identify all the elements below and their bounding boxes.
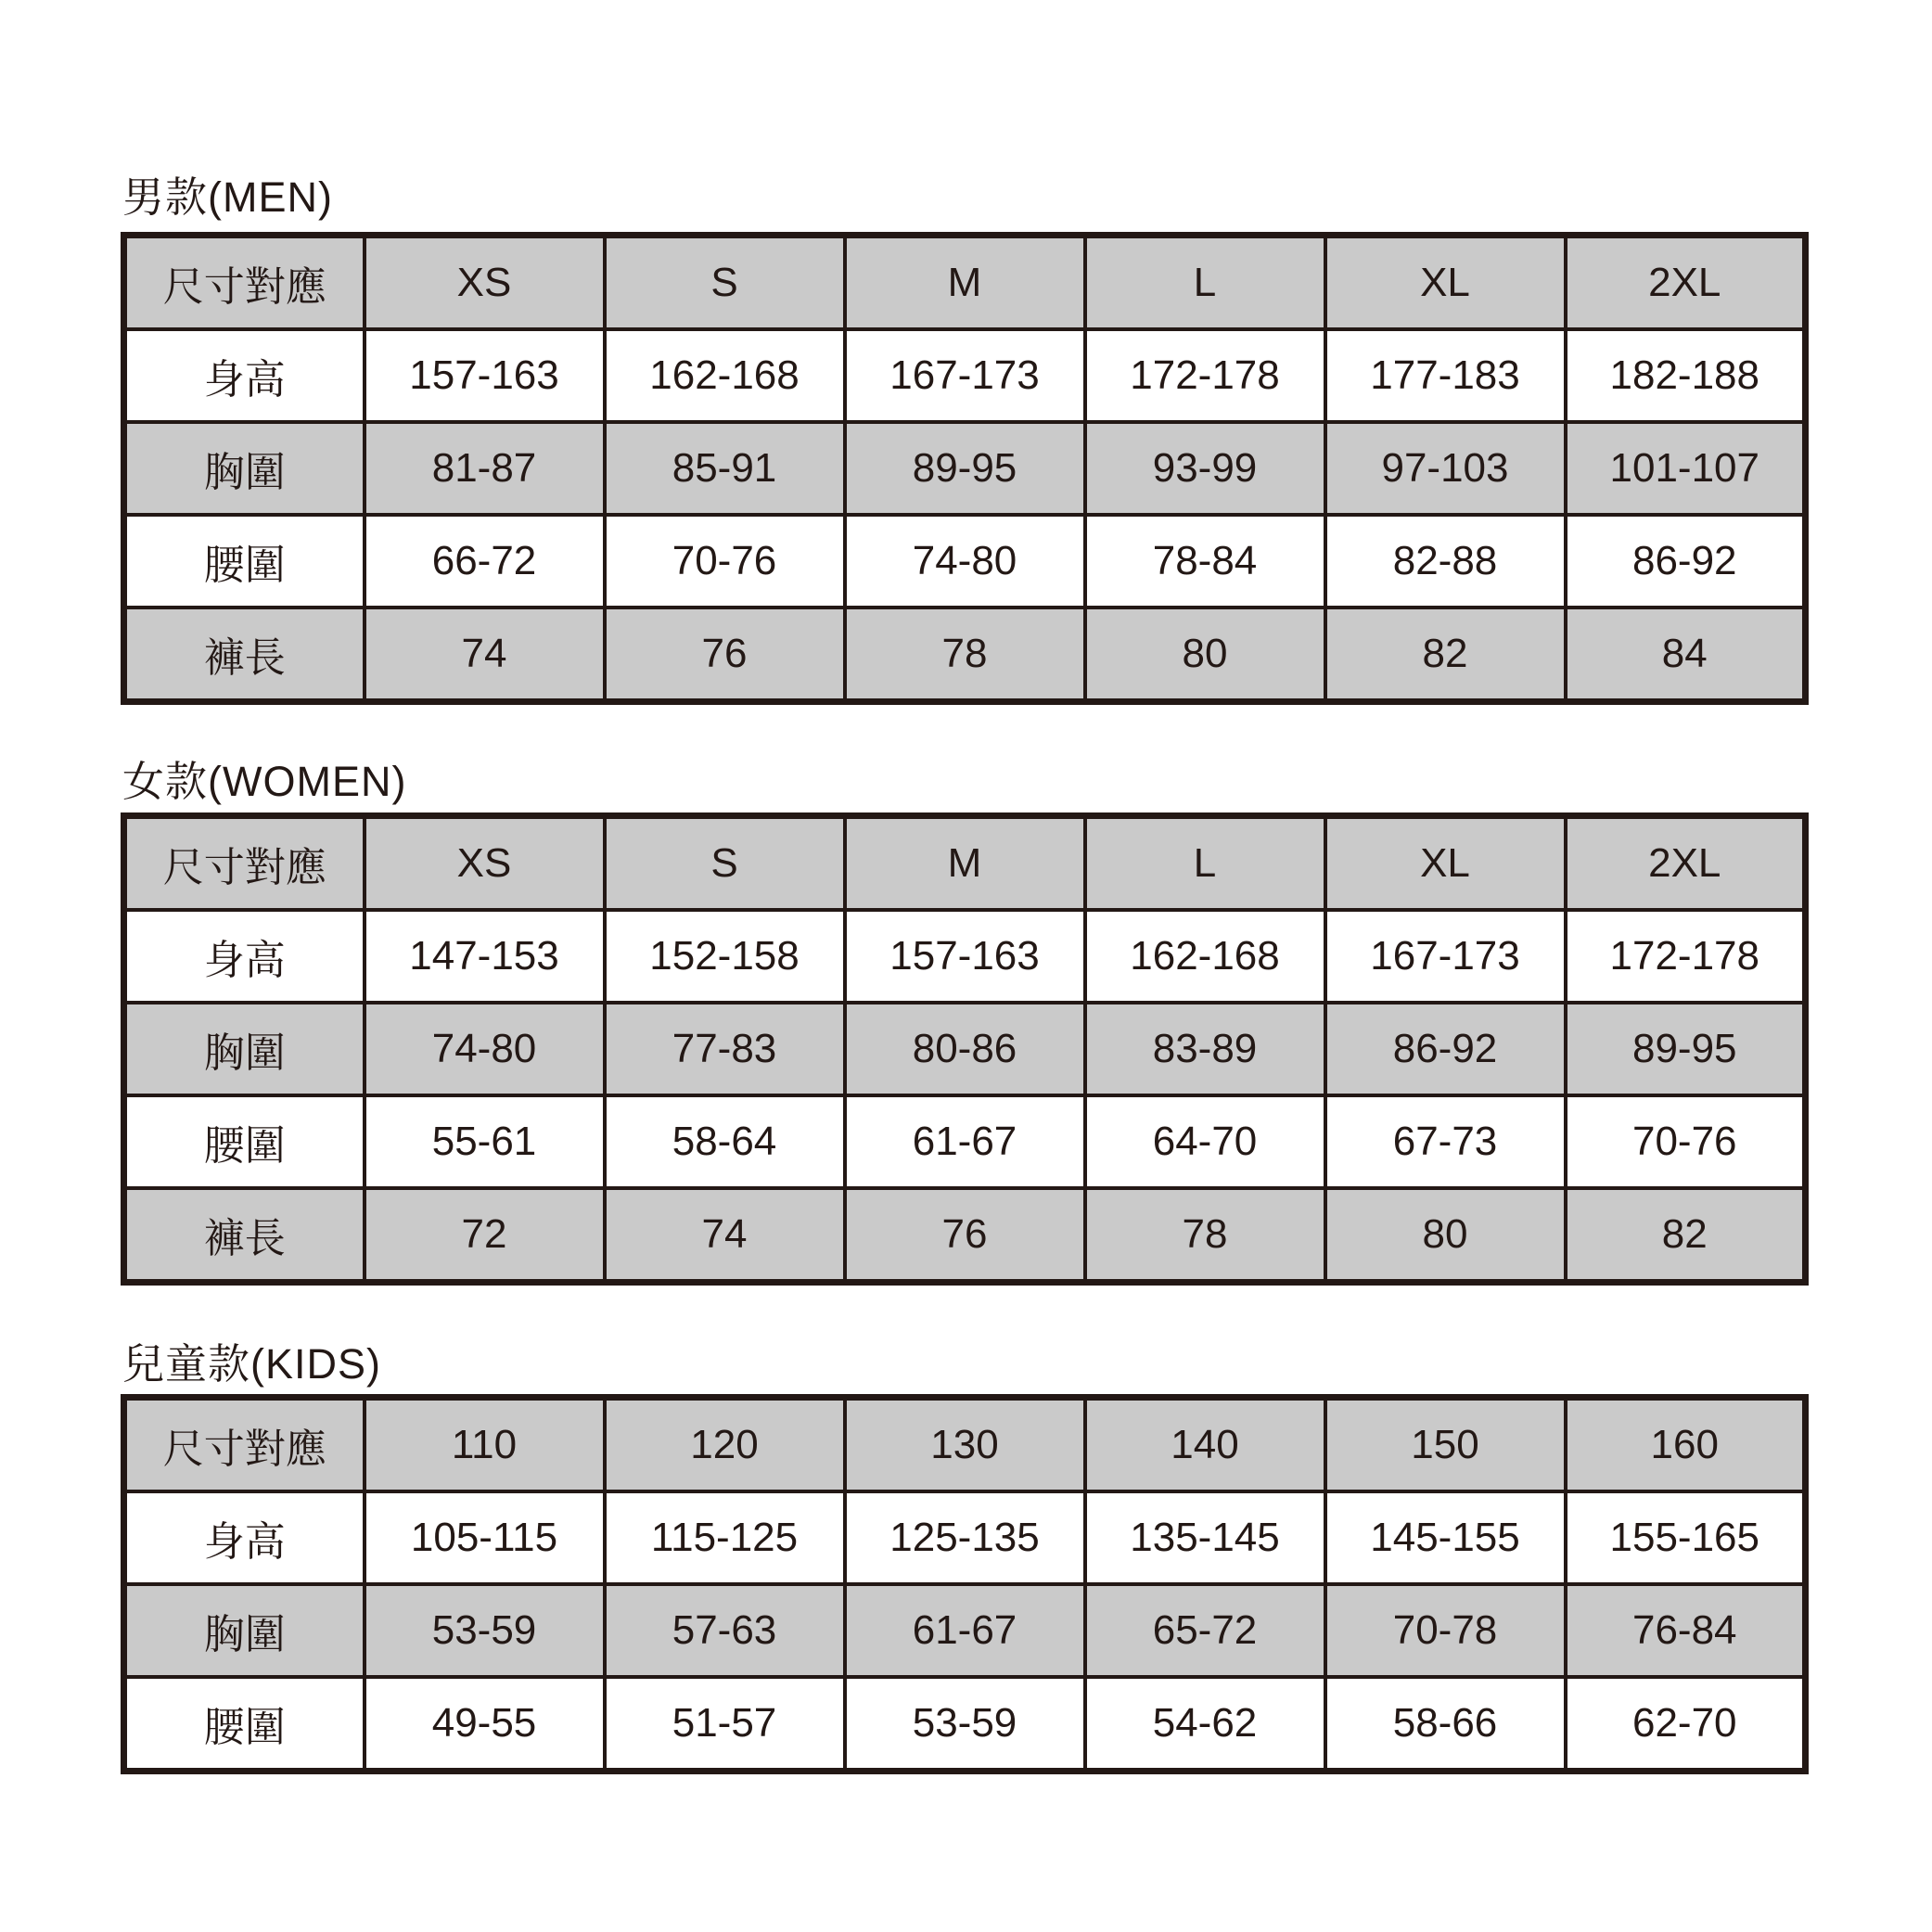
measurement-row — [124, 1188, 1806, 1283]
value-cell: 51-57 — [605, 1677, 845, 1772]
value-cell: 172-178 — [1566, 910, 1806, 1003]
value-cell: 182-188 — [1566, 329, 1806, 422]
value-cell: 66-72 — [365, 515, 605, 608]
value-cell: 162-168 — [1085, 910, 1325, 1003]
value-cell: 70-76 — [1566, 1095, 1806, 1188]
value-cell: 49-55 — [365, 1677, 605, 1772]
row-label-cell: 胸圍 — [124, 422, 365, 515]
size-header-row — [124, 816, 1806, 911]
row-label-cell: 褲長 — [124, 608, 365, 702]
value-cell: 74-80 — [365, 1003, 605, 1095]
measurement-row — [124, 1491, 1806, 1584]
value-cell: 53-59 — [845, 1677, 1085, 1772]
value-cell: 162-168 — [605, 329, 845, 422]
size-header-cell: M — [845, 236, 1085, 330]
value-cell: 80 — [1085, 608, 1325, 702]
value-cell: 70-78 — [1325, 1584, 1566, 1677]
value-cell: 67-73 — [1325, 1095, 1566, 1188]
measurement-row — [124, 1003, 1806, 1095]
value-cell: 85-91 — [605, 422, 845, 515]
row-label-cell: 腰圍 — [124, 1677, 365, 1772]
size-header-cell: L — [1085, 816, 1325, 911]
header-label-cell: 尺寸對應 — [124, 236, 365, 330]
value-cell: 72 — [365, 1188, 605, 1283]
value-cell: 172-178 — [1085, 329, 1325, 422]
value-cell: 145-155 — [1325, 1491, 1566, 1584]
row-label-cell: 胸圍 — [124, 1003, 365, 1095]
row-label-cell: 身高 — [124, 329, 365, 422]
women-table-title: 女款(WOMEN) — [122, 758, 407, 805]
size-header-cell: XS — [365, 236, 605, 330]
value-cell: 55-61 — [365, 1095, 605, 1188]
men-table-title: 男款(MEN) — [122, 173, 333, 221]
header-label-cell: 尺寸對應 — [124, 1398, 365, 1492]
value-cell: 82 — [1325, 608, 1566, 702]
value-cell: 115-125 — [605, 1491, 845, 1584]
value-cell: 167-173 — [845, 329, 1085, 422]
value-cell: 76-84 — [1566, 1584, 1806, 1677]
value-cell: 78-84 — [1085, 515, 1325, 608]
size-header-cell: XL — [1325, 816, 1566, 911]
value-cell: 58-66 — [1325, 1677, 1566, 1772]
value-cell: 70-76 — [605, 515, 845, 608]
value-cell: 58-64 — [605, 1095, 845, 1188]
value-cell: 152-158 — [605, 910, 845, 1003]
size-header-cell: 150 — [1325, 1398, 1566, 1492]
size-header-row — [124, 236, 1806, 330]
size-header-cell: 160 — [1566, 1398, 1806, 1492]
row-label-cell: 腰圍 — [124, 515, 365, 608]
value-cell: 135-145 — [1085, 1491, 1325, 1584]
header-label-cell: 尺寸對應 — [124, 816, 365, 911]
men-size-table — [121, 232, 1809, 705]
value-cell: 82 — [1566, 1188, 1806, 1283]
measurement-row — [124, 608, 1806, 702]
size-header-cell: S — [605, 816, 845, 911]
size-header-cell: XL — [1325, 236, 1566, 330]
size-header-cell: L — [1085, 236, 1325, 330]
measurement-row — [124, 1677, 1806, 1772]
size-header-cell: S — [605, 236, 845, 330]
size-header-cell: M — [845, 816, 1085, 911]
row-label-cell: 褲長 — [124, 1188, 365, 1283]
value-cell: 93-99 — [1085, 422, 1325, 515]
value-cell: 81-87 — [365, 422, 605, 515]
value-cell: 84 — [1566, 608, 1806, 702]
value-cell: 65-72 — [1085, 1584, 1325, 1677]
value-cell: 167-173 — [1325, 910, 1566, 1003]
value-cell: 62-70 — [1566, 1677, 1806, 1772]
value-cell: 89-95 — [845, 422, 1085, 515]
size-header-cell: 130 — [845, 1398, 1085, 1492]
value-cell: 105-115 — [365, 1491, 605, 1584]
value-cell: 74-80 — [845, 515, 1085, 608]
value-cell: 155-165 — [1566, 1491, 1806, 1584]
size-header-cell: 140 — [1085, 1398, 1325, 1492]
measurement-row — [124, 910, 1806, 1003]
value-cell: 147-153 — [365, 910, 605, 1003]
row-label-cell: 身高 — [124, 910, 365, 1003]
value-cell: 77-83 — [605, 1003, 845, 1095]
value-cell: 157-163 — [845, 910, 1085, 1003]
value-cell: 86-92 — [1325, 1003, 1566, 1095]
measurement-row — [124, 329, 1806, 422]
value-cell: 83-89 — [1085, 1003, 1325, 1095]
value-cell: 53-59 — [365, 1584, 605, 1677]
value-cell: 74 — [365, 608, 605, 702]
value-cell: 157-163 — [365, 329, 605, 422]
row-label-cell: 胸圍 — [124, 1584, 365, 1677]
measurement-row — [124, 1584, 1806, 1677]
value-cell: 86-92 — [1566, 515, 1806, 608]
value-cell: 177-183 — [1325, 329, 1566, 422]
value-cell: 89-95 — [1566, 1003, 1806, 1095]
value-cell: 61-67 — [845, 1095, 1085, 1188]
value-cell: 125-135 — [845, 1491, 1085, 1584]
value-cell: 101-107 — [1566, 422, 1806, 515]
value-cell: 64-70 — [1085, 1095, 1325, 1188]
value-cell: 74 — [605, 1188, 845, 1283]
size-header-cell: 120 — [605, 1398, 845, 1492]
row-label-cell: 身高 — [124, 1491, 365, 1584]
value-cell: 76 — [605, 608, 845, 702]
women-size-table — [121, 812, 1809, 1286]
size-header-cell: 2XL — [1566, 816, 1806, 911]
size-header-cell: 2XL — [1566, 236, 1806, 330]
row-label-cell: 腰圍 — [124, 1095, 365, 1188]
value-cell: 76 — [845, 1188, 1085, 1283]
measurement-row — [124, 515, 1806, 608]
measurement-row — [124, 1095, 1806, 1188]
size-header-row — [124, 1398, 1806, 1492]
value-cell: 54-62 — [1085, 1677, 1325, 1772]
size-header-cell: 110 — [365, 1398, 605, 1492]
size-header-cell: XS — [365, 816, 605, 911]
value-cell: 97-103 — [1325, 422, 1566, 515]
value-cell: 80-86 — [845, 1003, 1085, 1095]
value-cell: 78 — [845, 608, 1085, 702]
measurement-row — [124, 422, 1806, 515]
kids-table-title: 兒童款(KIDS) — [122, 1340, 382, 1388]
value-cell: 61-67 — [845, 1584, 1085, 1677]
value-cell: 82-88 — [1325, 515, 1566, 608]
value-cell: 80 — [1325, 1188, 1566, 1283]
kids-size-table — [121, 1394, 1809, 1774]
value-cell: 78 — [1085, 1188, 1325, 1283]
value-cell: 57-63 — [605, 1584, 845, 1677]
